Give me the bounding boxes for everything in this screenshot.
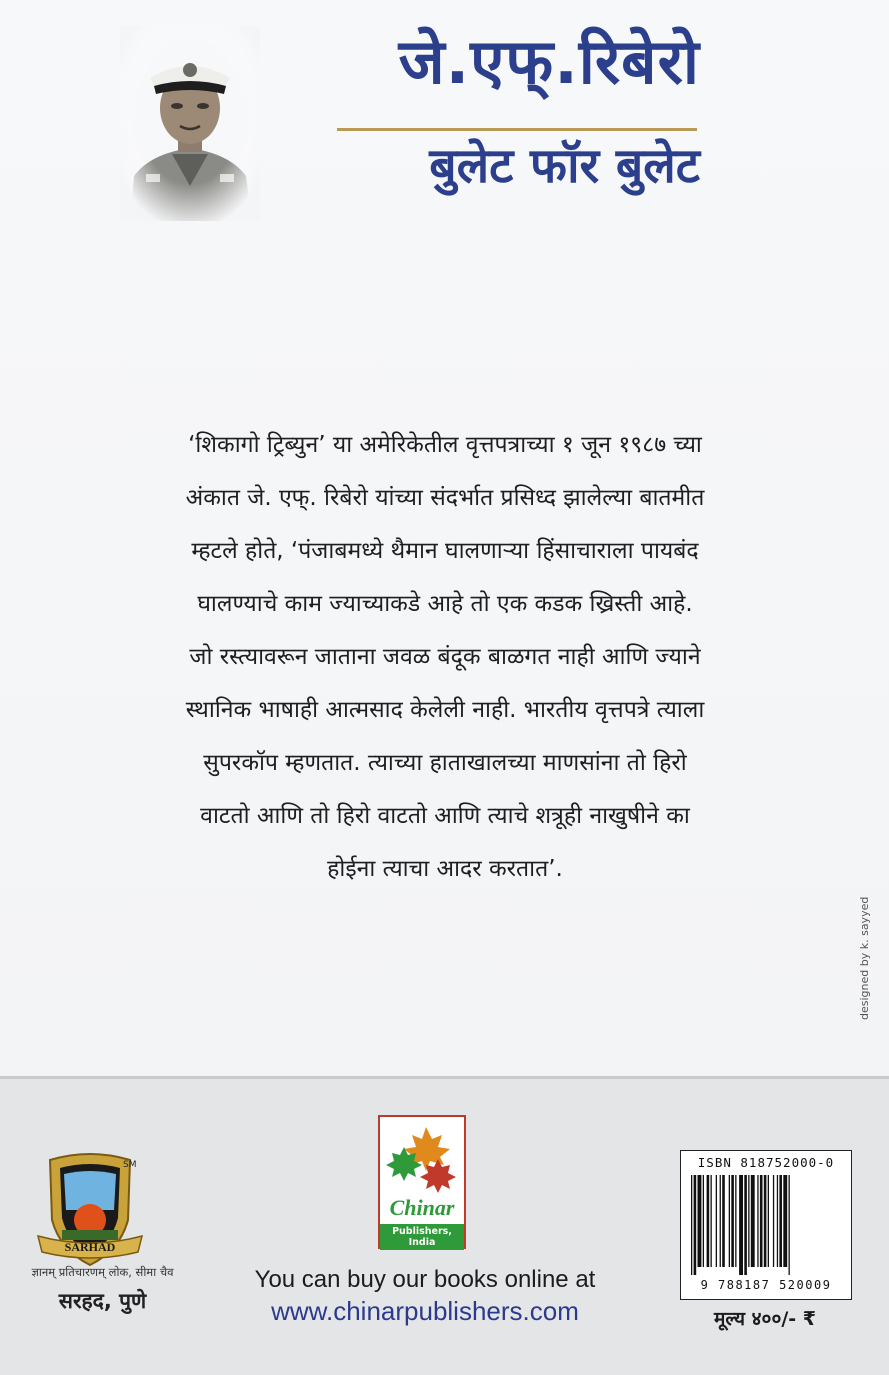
barcode-bar <box>722 1175 725 1267</box>
barcode-bar <box>757 1175 758 1267</box>
barcode-bar <box>716 1175 717 1267</box>
barcode-bar <box>703 1175 704 1267</box>
book-title: बुलेट फॉर बुलेट <box>429 138 700 194</box>
price-label: मूल्य ४००/- ₹ <box>714 1308 816 1330</box>
sarhad-motto: ज्ञानम् प्रतिचारणम् लोक, सीमा चैव <box>31 1265 174 1279</box>
blurb-line: होईना त्याचा आदर करतात’. <box>327 856 563 882</box>
ean-number: 9 788187 520009 <box>700 1278 832 1292</box>
barcode-bar <box>744 1175 747 1275</box>
barcode-bar <box>711 1175 712 1267</box>
blurb-line: घालण्याचे काम ज्याच्याकडे आहे तो एक कडक ख्रिस्ती आहे. <box>197 591 693 617</box>
barcode-bar <box>751 1175 755 1267</box>
barcode-bar <box>707 1175 710 1267</box>
barcode-bar <box>777 1175 778 1267</box>
barcode-bar <box>698 1175 702 1267</box>
barcode-bar <box>735 1175 736 1267</box>
designer-credit: designed by k. sayyed <box>858 896 871 1020</box>
barcode-bar <box>783 1175 787 1267</box>
chinar-subtitle: Publishers, India <box>380 1224 464 1250</box>
title-divider <box>337 128 697 131</box>
blurb-line: स्थानिक भाषाही आत्मसाद केलेली नाही. भारतीय वृत्तपत्रे त्याला <box>185 697 705 723</box>
blurb-line: सुपरकॉप म्हणतात. त्याच्या हाताखालच्या माणसांना तो हिरो <box>203 750 687 776</box>
blurb-line: म्हटले होते, ‘पंजाबमध्ये थैमान घालणाऱ्या हिंसाचाराला पायबंद <box>191 538 699 564</box>
buy-online-text: You can buy our books online at <box>254 1266 596 1293</box>
barcode-bar <box>691 1175 692 1275</box>
sarhad-city: सरहद, पुणे <box>58 1289 147 1313</box>
barcode-bar <box>779 1175 782 1267</box>
barcode-bar <box>739 1175 743 1275</box>
blurb-line: जो रस्त्यावरून जाताना जवळ बंदूक बाळगत नाही आणि ज्याने <box>189 644 701 670</box>
barcode-bar <box>729 1175 730 1267</box>
barcode-bar <box>768 1175 769 1267</box>
chinar-logo <box>378 1115 466 1249</box>
blurb-line: ‘शिकागो ट्रिब्युन’ या अमेरिकेतील वृत्तपत्राच्या १ जून १९८७ च्या <box>188 432 702 458</box>
barcode-bar <box>720 1175 721 1267</box>
sarhad-logo-text: SARHAD <box>64 1240 116 1254</box>
barcode-bar <box>731 1175 734 1267</box>
barcode-bar <box>773 1175 774 1267</box>
author-name: जे.एफ्.रिबेरो <box>398 25 700 98</box>
author-portrait <box>120 26 260 221</box>
barcode-bars <box>691 1175 841 1275</box>
maple-leaf-icon <box>386 1123 460 1193</box>
barcode-bar <box>694 1175 697 1275</box>
barcode-bar <box>789 1175 790 1275</box>
barcode-bar <box>764 1175 767 1267</box>
blurb-line: वाटतो आणि तो हिरो वाटतो आणि त्याचे शत्रूही नाखुषीने का <box>200 803 690 829</box>
service-mark: SM <box>123 1160 137 1170</box>
isbn-barcode <box>680 1150 852 1300</box>
barcode-bar <box>748 1175 749 1267</box>
blurb-text <box>95 425 795 902</box>
publisher-website: www.chinarpublishers.com <box>271 1296 579 1326</box>
barcode-bar <box>760 1175 763 1267</box>
isbn-label: ISBN 818752000-0 <box>697 1155 835 1170</box>
blurb-line: अंकात जे. एफ्. रिबेरो यांच्या संदर्भात प्रसिध्द झालेल्या बातमीत <box>185 485 705 511</box>
chinar-wordmark: Chinar <box>389 1195 455 1220</box>
